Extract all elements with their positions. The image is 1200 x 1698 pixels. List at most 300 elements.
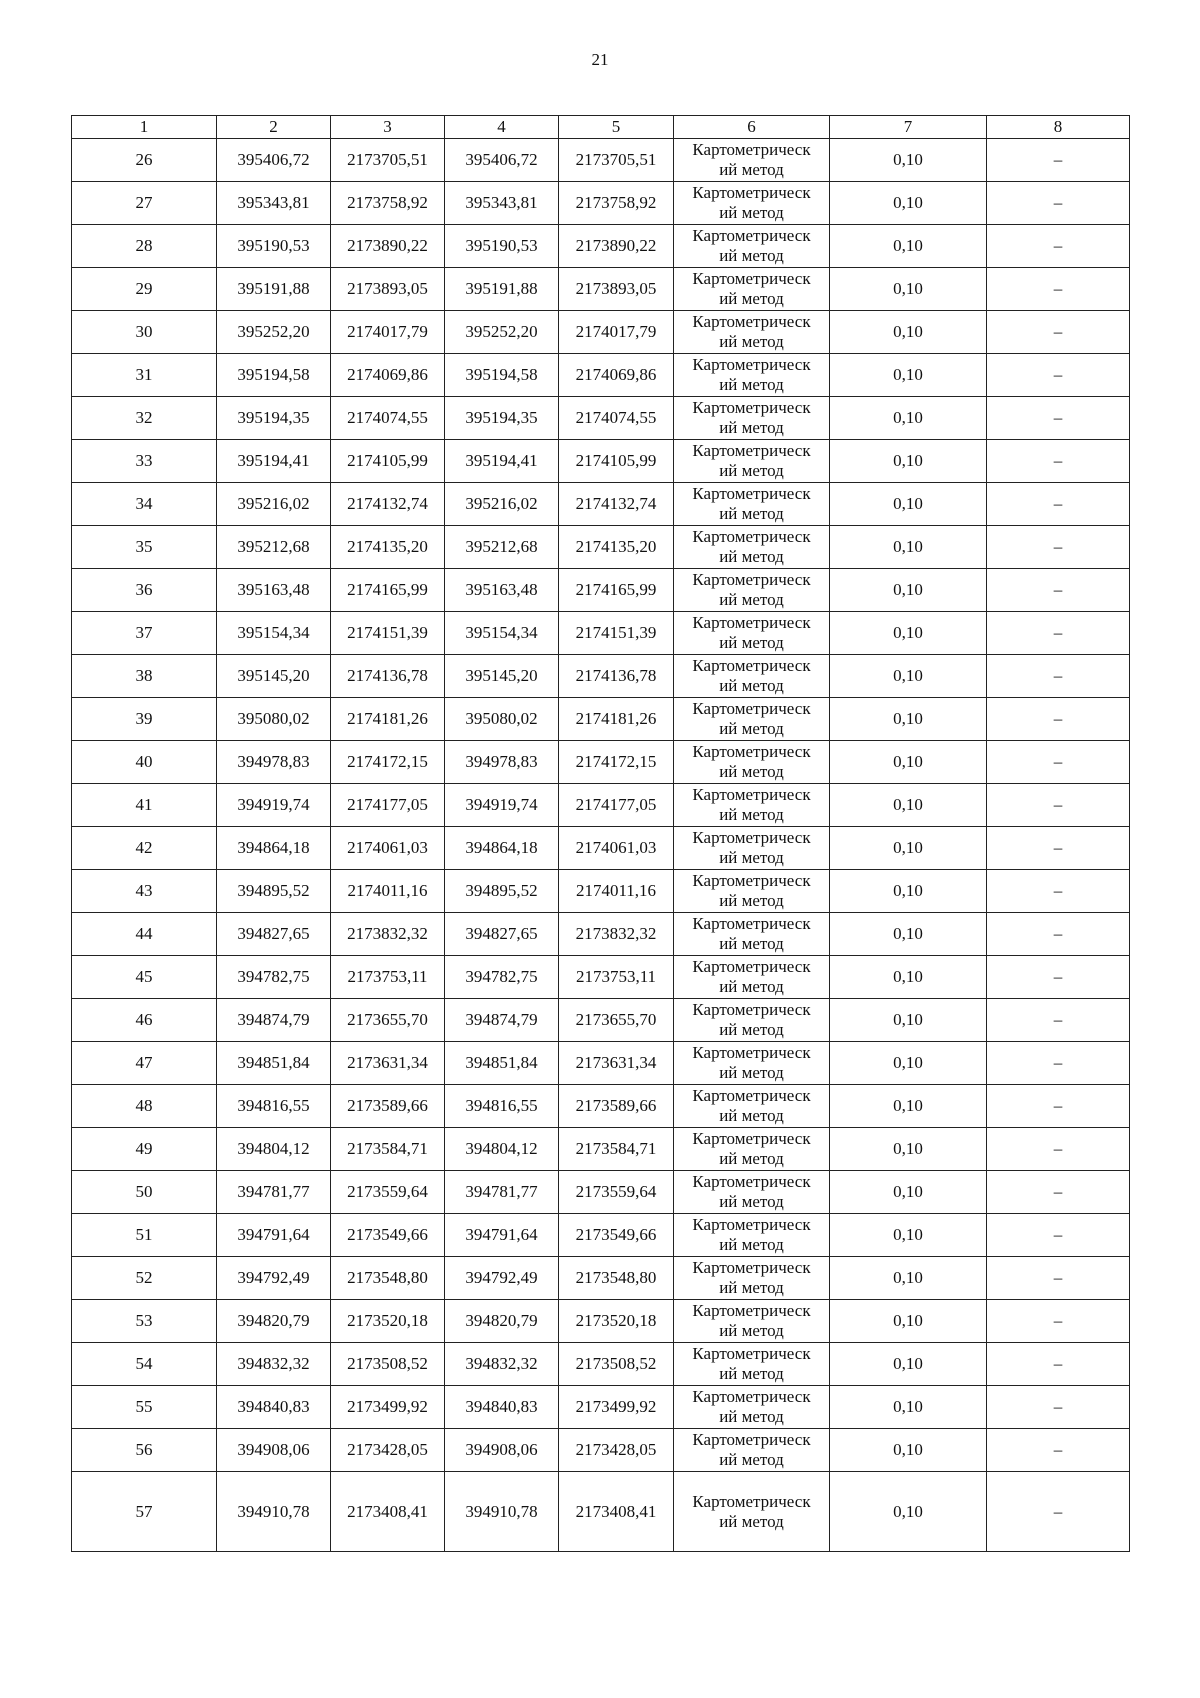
point-number-cell: 27	[72, 182, 217, 225]
note-cell: –	[987, 956, 1130, 999]
coord-cell-col2: 394791,64	[217, 1214, 331, 1257]
table-row	[72, 1214, 1130, 1257]
accuracy-cell: 0,10	[830, 526, 987, 569]
accuracy-cell: 0,10	[830, 999, 987, 1042]
method-cell	[674, 741, 830, 784]
note-cell: –	[987, 311, 1130, 354]
method-cell	[674, 655, 830, 698]
point-number-cell: 36	[72, 569, 217, 612]
method-line-2: ий метод	[719, 1106, 784, 1125]
table-row	[72, 1128, 1130, 1171]
table-row	[72, 784, 1130, 827]
accuracy-cell: 0,10	[830, 1300, 987, 1343]
point-number-cell: 55	[72, 1386, 217, 1429]
coord-cell-col2: 394910,78	[217, 1472, 331, 1552]
coord-cell-col4: 394816,55	[445, 1085, 559, 1128]
table-row	[72, 139, 1130, 182]
header-col-5: 5	[559, 116, 674, 139]
accuracy-cell: 0,10	[830, 1257, 987, 1300]
coord-cell-col4: 395163,48	[445, 569, 559, 612]
note-cell: –	[987, 139, 1130, 182]
coord-cell-col4: 395252,20	[445, 311, 559, 354]
point-number-cell: 28	[72, 225, 217, 268]
note-cell: –	[987, 870, 1130, 913]
method-cell	[674, 1257, 830, 1300]
accuracy-cell: 0,10	[830, 612, 987, 655]
table-row	[72, 483, 1130, 526]
coord-cell-col5: 2174074,55	[559, 397, 674, 440]
point-number-cell: 46	[72, 999, 217, 1042]
method-line-1: Картометрическ	[692, 1491, 811, 1511]
table-row	[72, 698, 1130, 741]
point-number-cell: 26	[72, 139, 217, 182]
method-line-1: Картометрическ	[692, 699, 811, 718]
coord-cell-col5: 2173584,71	[559, 1128, 674, 1171]
note-cell: –	[987, 569, 1130, 612]
coord-cell-col4: 395406,72	[445, 139, 559, 182]
table-body	[72, 139, 1130, 1552]
method-cell	[674, 268, 830, 311]
method-line-1: Картометрическ	[692, 312, 811, 331]
table-row	[72, 870, 1130, 913]
method-line-1: Картометрическ	[692, 355, 811, 374]
coord-cell-col3: 2173548,80	[331, 1257, 445, 1300]
coord-cell-col4: 395216,02	[445, 483, 559, 526]
method-line-1: Картометрическ	[692, 269, 811, 288]
method-line-1: Картометрическ	[692, 1215, 811, 1234]
table-row	[72, 1085, 1130, 1128]
accuracy-cell: 0,10	[830, 354, 987, 397]
method-cell	[674, 870, 830, 913]
method-line-2: ий метод	[719, 1149, 784, 1168]
coord-cell-col4: 394978,83	[445, 741, 559, 784]
method-line-2: ий метод	[719, 1235, 784, 1254]
method-line-2: ий метод	[719, 332, 784, 351]
coord-cell-col2: 394919,74	[217, 784, 331, 827]
coord-cell-col5: 2174135,20	[559, 526, 674, 569]
note-cell: –	[987, 483, 1130, 526]
coord-cell-col4: 395191,88	[445, 268, 559, 311]
coord-cell-col5: 2174061,03	[559, 827, 674, 870]
coord-cell-col4: 394874,79	[445, 999, 559, 1042]
method-line-1: Картометрическ	[692, 1000, 811, 1019]
coord-cell-col4: 395212,68	[445, 526, 559, 569]
coord-cell-col5: 2173655,70	[559, 999, 674, 1042]
coordinates-table	[71, 115, 1130, 1552]
coord-cell-col5: 2174132,74	[559, 483, 674, 526]
accuracy-cell: 0,10	[830, 741, 987, 784]
method-cell	[674, 397, 830, 440]
coord-cell-col2: 394874,79	[217, 999, 331, 1042]
table-row	[72, 397, 1130, 440]
coord-cell-col3: 2174074,55	[331, 397, 445, 440]
method-cell	[674, 1386, 830, 1429]
method-cell	[674, 1171, 830, 1214]
point-number-cell: 35	[72, 526, 217, 569]
coord-cell-col2: 394792,49	[217, 1257, 331, 1300]
point-number-cell: 29	[72, 268, 217, 311]
method-cell	[674, 698, 830, 741]
table-row	[72, 655, 1130, 698]
coord-cell-col2: 394978,83	[217, 741, 331, 784]
method-line-2: ий метод	[719, 805, 784, 824]
coord-cell-col4: 395194,35	[445, 397, 559, 440]
note-cell: –	[987, 1429, 1130, 1472]
coord-cell-col2: 394832,32	[217, 1343, 331, 1386]
method-line-1: Картометрическ	[692, 871, 811, 890]
method-line-2: ий метод	[719, 289, 784, 308]
coord-cell-col4: 394782,75	[445, 956, 559, 999]
coord-cell-col3: 2173890,22	[331, 225, 445, 268]
point-number-cell: 32	[72, 397, 217, 440]
page-number: 21	[591, 50, 609, 69]
coord-cell-col3: 2174165,99	[331, 569, 445, 612]
coord-cell-col3: 2173508,52	[331, 1343, 445, 1386]
coord-cell-col2: 394804,12	[217, 1128, 331, 1171]
method-line-2: ий метод	[719, 590, 784, 609]
coord-cell-col3: 2174132,74	[331, 483, 445, 526]
point-number-cell: 34	[72, 483, 217, 526]
note-cell: –	[987, 741, 1130, 784]
coord-cell-col2: 395194,35	[217, 397, 331, 440]
coord-cell-col2: 394895,52	[217, 870, 331, 913]
coord-cell-col2: 394820,79	[217, 1300, 331, 1343]
method-cell	[674, 1472, 830, 1552]
note-cell: –	[987, 1257, 1130, 1300]
method-line-2: ий метод	[719, 719, 784, 738]
method-line-1: Картометрическ	[692, 570, 811, 589]
method-line-2: ий метод	[719, 1192, 784, 1211]
method-line-2: ий метод	[719, 1364, 784, 1383]
method-cell	[674, 1214, 830, 1257]
coord-cell-col3: 2173584,71	[331, 1128, 445, 1171]
header-col-4: 4	[445, 116, 559, 139]
note-cell: –	[987, 913, 1130, 956]
table-row	[72, 956, 1130, 999]
accuracy-cell: 0,10	[830, 1171, 987, 1214]
coord-cell-col2: 395252,20	[217, 311, 331, 354]
coord-cell-col4: 394781,77	[445, 1171, 559, 1214]
coord-cell-col3: 2174135,20	[331, 526, 445, 569]
point-number-cell: 56	[72, 1429, 217, 1472]
method-cell	[674, 1128, 830, 1171]
method-line-1: Картометрическ	[692, 527, 811, 546]
point-number-cell: 39	[72, 698, 217, 741]
coord-cell-col5: 2174181,26	[559, 698, 674, 741]
coord-cell-col4: 394910,78	[445, 1472, 559, 1552]
accuracy-cell: 0,10	[830, 698, 987, 741]
table-row	[72, 1472, 1130, 1552]
method-line-2: ий метод	[719, 1278, 784, 1297]
coord-cell-col5: 2173832,32	[559, 913, 674, 956]
coord-cell-col5: 2174177,05	[559, 784, 674, 827]
method-cell	[674, 1300, 830, 1343]
note-cell: –	[987, 1214, 1130, 1257]
coord-cell-col4: 394864,18	[445, 827, 559, 870]
note-cell: –	[987, 999, 1130, 1042]
accuracy-cell: 0,10	[830, 870, 987, 913]
note-cell: –	[987, 1171, 1130, 1214]
table-row	[72, 913, 1130, 956]
coord-cell-col3: 2174069,86	[331, 354, 445, 397]
note-cell: –	[987, 655, 1130, 698]
accuracy-cell: 0,10	[830, 913, 987, 956]
coord-cell-col3: 2174011,16	[331, 870, 445, 913]
coord-cell-col3: 2173758,92	[331, 182, 445, 225]
note-cell: –	[987, 784, 1130, 827]
method-line-2: ий метод	[719, 676, 784, 695]
method-line-1: Картометрическ	[692, 1043, 811, 1062]
method-line-2: ий метод	[719, 1321, 784, 1340]
coord-cell-col3: 2173893,05	[331, 268, 445, 311]
table-row	[72, 268, 1130, 311]
coord-cell-col3: 2174151,39	[331, 612, 445, 655]
header-col-1: 1	[72, 116, 217, 139]
method-cell	[674, 1343, 830, 1386]
coord-cell-col2: 395154,34	[217, 612, 331, 655]
header-col-8: 8	[987, 116, 1130, 139]
accuracy-cell: 0,10	[830, 655, 987, 698]
accuracy-cell: 0,10	[830, 1386, 987, 1429]
accuracy-cell: 0,10	[830, 956, 987, 999]
method-cell	[674, 913, 830, 956]
method-line-1: Картометрическ	[692, 183, 811, 202]
coord-cell-col4: 395190,53	[445, 225, 559, 268]
coord-cell-col4: 394895,52	[445, 870, 559, 913]
method-line-1: Картометрическ	[692, 441, 811, 460]
point-number-cell: 54	[72, 1343, 217, 1386]
note-cell: –	[987, 182, 1130, 225]
coord-cell-col2: 394827,65	[217, 913, 331, 956]
method-line-2: ий метод	[719, 375, 784, 394]
note-cell: –	[987, 354, 1130, 397]
method-line-1: Картометрическ	[692, 1344, 811, 1363]
accuracy-cell: 0,10	[830, 1214, 987, 1257]
method-line-2: ий метод	[719, 977, 784, 996]
point-number-cell: 37	[72, 612, 217, 655]
accuracy-cell: 0,10	[830, 569, 987, 612]
method-line-2: ий метод	[719, 1450, 784, 1469]
point-number-cell: 48	[72, 1085, 217, 1128]
point-number-cell: 33	[72, 440, 217, 483]
coord-cell-col3: 2174061,03	[331, 827, 445, 870]
method-cell	[674, 182, 830, 225]
method-cell	[674, 784, 830, 827]
coord-cell-col2: 395343,81	[217, 182, 331, 225]
coord-cell-col4: 394820,79	[445, 1300, 559, 1343]
accuracy-cell: 0,10	[830, 182, 987, 225]
table-row	[72, 999, 1130, 1042]
note-cell: –	[987, 225, 1130, 268]
accuracy-cell: 0,10	[830, 483, 987, 526]
coord-cell-col3: 2174177,05	[331, 784, 445, 827]
method-cell	[674, 1042, 830, 1085]
table-row	[72, 182, 1130, 225]
method-cell	[674, 354, 830, 397]
coord-cell-col4: 395194,58	[445, 354, 559, 397]
note-cell: –	[987, 1042, 1130, 1085]
coord-cell-col4: 395194,41	[445, 440, 559, 483]
coord-cell-col2: 395212,68	[217, 526, 331, 569]
method-line-2: ий метод	[719, 160, 784, 179]
method-line-2: ий метод	[719, 1407, 784, 1426]
point-number-cell: 42	[72, 827, 217, 870]
method-cell	[674, 999, 830, 1042]
table-row	[72, 526, 1130, 569]
method-line-1: Картометрическ	[692, 1129, 811, 1148]
point-number-cell: 41	[72, 784, 217, 827]
method-line-2: ий метод	[719, 547, 784, 566]
coord-cell-col3: 2173631,34	[331, 1042, 445, 1085]
note-cell: –	[987, 397, 1130, 440]
method-line-1: Картометрическ	[692, 1301, 811, 1320]
method-cell	[674, 311, 830, 354]
coord-cell-col2: 395194,58	[217, 354, 331, 397]
header-col-3: 3	[331, 116, 445, 139]
method-line-1: Картометрическ	[692, 1430, 811, 1449]
method-line-1: Картометрическ	[692, 785, 811, 804]
method-cell	[674, 827, 830, 870]
coord-cell-col3: 2174136,78	[331, 655, 445, 698]
coord-cell-col4: 394791,64	[445, 1214, 559, 1257]
method-cell	[674, 225, 830, 268]
point-number-cell: 40	[72, 741, 217, 784]
accuracy-cell: 0,10	[830, 1042, 987, 1085]
coord-cell-col2: 394781,77	[217, 1171, 331, 1214]
header-row	[72, 116, 1130, 139]
header-col-6: 6	[674, 116, 830, 139]
coord-cell-col2: 395194,41	[217, 440, 331, 483]
coord-cell-col3: 2174172,15	[331, 741, 445, 784]
method-line-2: ий метод	[719, 504, 784, 523]
coord-cell-col3: 2173559,64	[331, 1171, 445, 1214]
coord-cell-col5: 2173549,66	[559, 1214, 674, 1257]
coord-cell-col2: 395163,48	[217, 569, 331, 612]
coord-cell-col3: 2173832,32	[331, 913, 445, 956]
coord-cell-col5: 2174105,99	[559, 440, 674, 483]
point-number-cell: 30	[72, 311, 217, 354]
coord-cell-col5: 2173548,80	[559, 1257, 674, 1300]
coord-cell-col5: 2174069,86	[559, 354, 674, 397]
note-cell: –	[987, 1472, 1130, 1552]
accuracy-cell: 0,10	[830, 440, 987, 483]
method-line-1: Картометрическ	[692, 1086, 811, 1105]
table-row	[72, 225, 1130, 268]
coord-cell-col5: 2174165,99	[559, 569, 674, 612]
table-row	[72, 1257, 1130, 1300]
method-line-2: ий метод	[719, 1063, 784, 1082]
coord-cell-col3: 2173549,66	[331, 1214, 445, 1257]
method-cell	[674, 440, 830, 483]
note-cell: –	[987, 1085, 1130, 1128]
coord-cell-col5: 2173589,66	[559, 1085, 674, 1128]
accuracy-cell: 0,10	[830, 1085, 987, 1128]
coord-cell-col4: 395145,20	[445, 655, 559, 698]
method-line-1: Картометрическ	[692, 957, 811, 976]
method-line-2: ий метод	[719, 203, 784, 222]
coord-cell-col3: 2173520,18	[331, 1300, 445, 1343]
point-number-cell: 47	[72, 1042, 217, 1085]
accuracy-cell: 0,10	[830, 1343, 987, 1386]
coord-cell-col2: 395216,02	[217, 483, 331, 526]
note-cell: –	[987, 1128, 1130, 1171]
coord-cell-col4: 394804,12	[445, 1128, 559, 1171]
coord-cell-col4: 394832,32	[445, 1343, 559, 1386]
table-row	[72, 827, 1130, 870]
method-line-2: ий метод	[719, 1020, 784, 1039]
note-cell: –	[987, 612, 1130, 655]
point-number-cell: 31	[72, 354, 217, 397]
coord-cell-col2: 395145,20	[217, 655, 331, 698]
coord-cell-col4: 394919,74	[445, 784, 559, 827]
coord-cell-col3: 2173428,05	[331, 1429, 445, 1472]
method-cell	[674, 526, 830, 569]
method-cell	[674, 139, 830, 182]
point-number-cell: 50	[72, 1171, 217, 1214]
method-cell	[674, 1085, 830, 1128]
method-line-1: Картометрическ	[692, 742, 811, 761]
coord-cell-col2: 395406,72	[217, 139, 331, 182]
method-line-1: Картометрическ	[692, 226, 811, 245]
note-cell: –	[987, 526, 1130, 569]
accuracy-cell: 0,10	[830, 1128, 987, 1171]
coord-cell-col5: 2174011,16	[559, 870, 674, 913]
table-header	[72, 116, 1130, 139]
coord-cell-col4: 394792,49	[445, 1257, 559, 1300]
accuracy-cell: 0,10	[830, 1429, 987, 1472]
coord-cell-col4: 394851,84	[445, 1042, 559, 1085]
accuracy-cell: 0,10	[830, 268, 987, 311]
table-row	[72, 741, 1130, 784]
coord-cell-col5: 2173890,22	[559, 225, 674, 268]
table-row	[72, 1429, 1130, 1472]
accuracy-cell: 0,10	[830, 139, 987, 182]
coord-cell-col2: 394908,06	[217, 1429, 331, 1472]
coord-cell-col4: 395080,02	[445, 698, 559, 741]
coord-cell-col5: 2174172,15	[559, 741, 674, 784]
point-number-cell: 51	[72, 1214, 217, 1257]
table-row	[72, 1343, 1130, 1386]
method-line-2: ий метод	[719, 461, 784, 480]
coord-cell-col5: 2173428,05	[559, 1429, 674, 1472]
accuracy-cell: 0,10	[830, 225, 987, 268]
point-number-cell: 49	[72, 1128, 217, 1171]
coord-cell-col2: 394840,83	[217, 1386, 331, 1429]
coord-cell-col5: 2173753,11	[559, 956, 674, 999]
coord-cell-col3: 2173655,70	[331, 999, 445, 1042]
note-cell: –	[987, 1386, 1130, 1429]
table-row	[72, 569, 1130, 612]
coord-cell-col5: 2173758,92	[559, 182, 674, 225]
coord-cell-col5: 2173705,51	[559, 139, 674, 182]
accuracy-cell: 0,10	[830, 827, 987, 870]
method-line-1: Картометрическ	[692, 1387, 811, 1406]
method-cell	[674, 956, 830, 999]
method-line-2: ий метод	[719, 848, 784, 867]
point-number-cell: 43	[72, 870, 217, 913]
coord-cell-col4: 394827,65	[445, 913, 559, 956]
coord-cell-col5: 2173631,34	[559, 1042, 674, 1085]
coord-cell-col5: 2174136,78	[559, 655, 674, 698]
table-row	[72, 311, 1130, 354]
method-cell	[674, 1429, 830, 1472]
note-cell: –	[987, 1300, 1130, 1343]
method-line-2: ий метод	[719, 762, 784, 781]
coord-cell-col4: 394908,06	[445, 1429, 559, 1472]
method-line-1: Картометрическ	[692, 1258, 811, 1277]
method-cell	[674, 569, 830, 612]
coord-cell-col2: 394816,55	[217, 1085, 331, 1128]
